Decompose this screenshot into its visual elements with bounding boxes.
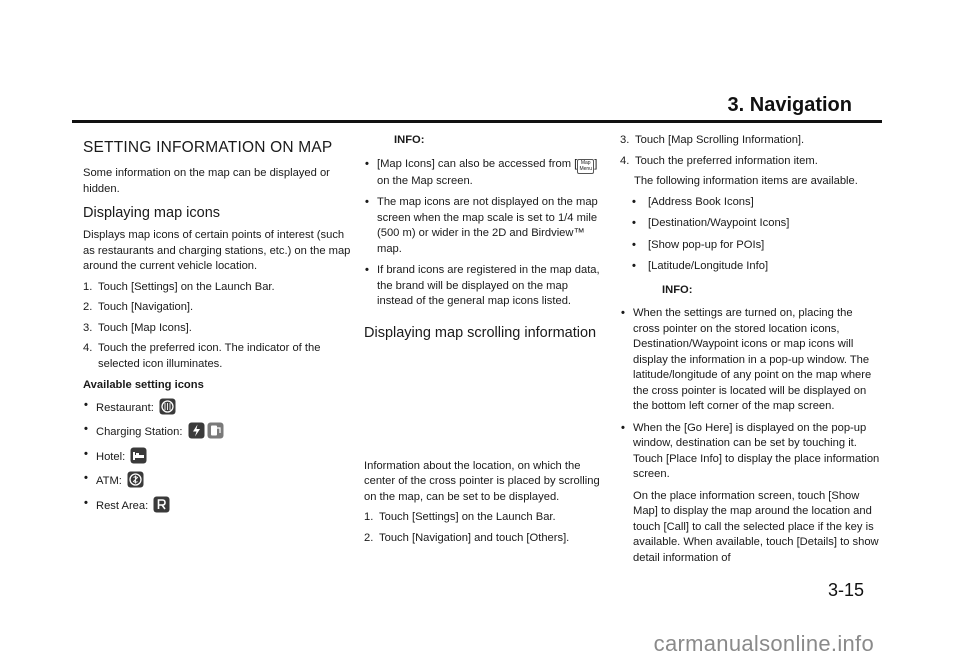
section-title: SETTING INFORMATION ON MAP <box>83 139 333 156</box>
header-rule <box>72 120 882 123</box>
step-item <box>364 531 606 547</box>
scrolling-description: Information about the location, on which the center of the cross pointer is placed by scrolling on the map, can be set to be displayed. <box>364 459 600 503</box>
icon-list-item <box>83 398 351 417</box>
info-item <box>364 195 606 257</box>
step-text: Touch the preferred icon. The indicator of the selected icon illuminates. <box>98 342 321 370</box>
option-text: [Destination/Waypoint Icons] <box>648 217 790 229</box>
option-text: [Latitude/Longitude Info] <box>648 260 769 272</box>
bullet: • <box>84 472 88 484</box>
hotel-icon <box>130 447 147 464</box>
column-left <box>83 133 351 520</box>
atm-icon <box>127 471 144 488</box>
info-text: [Map Icons] can also be accessed from [ <box>377 157 578 170</box>
icon-list-item <box>83 447 351 466</box>
bullet: • <box>365 157 369 170</box>
step-number: 2. <box>83 301 93 313</box>
icon-label: ATM: <box>96 475 122 487</box>
info-option-item <box>620 195 880 211</box>
bullet: • <box>365 196 369 208</box>
info-label: INFO: <box>394 134 425 146</box>
info-option-item <box>620 259 880 275</box>
icon-label: Charging Station: <box>96 426 183 438</box>
step-number: 1. <box>83 280 93 293</box>
charging-station-icon <box>188 422 205 439</box>
bullet: • <box>84 496 88 509</box>
section-intro: Some information on the map can be displayed or hidden. <box>83 167 330 195</box>
charging-station-alt-icon <box>207 422 224 439</box>
page-number: 3-15 <box>827 580 864 600</box>
option-text: [Show pop-up for POIs] <box>648 238 765 251</box>
icon-label: Hotel: <box>96 450 126 463</box>
info-option-item <box>620 238 880 254</box>
chapter-title: 3. Navigation <box>727 94 852 116</box>
bullet: • <box>632 238 636 251</box>
step-text: Touch [Map Scrolling Information]. <box>635 134 805 146</box>
step-item <box>620 133 880 149</box>
info-text: If brand icons are registered in the map data, the brand will be displayed on the map instead of the general map icons listed. <box>377 264 600 307</box>
icon-list-item <box>83 422 351 441</box>
step-text: Touch [Navigation] and touch [Others]. <box>379 531 570 544</box>
bullet: • <box>84 423 88 435</box>
info-item <box>620 421 880 483</box>
step-number: 4. <box>83 342 93 354</box>
info-item <box>364 263 606 310</box>
info-text: The map icons are not displayed on the map screen when the map scale is set to 1/4 mile (500 m) or wider in the 2D and Birdview™ map. <box>377 196 598 255</box>
info-item <box>620 306 880 415</box>
step-text: Touch the preferred information item. <box>635 154 818 167</box>
step-item <box>364 510 606 526</box>
step-number: 3. <box>83 321 93 334</box>
map-key-bottom: Menu <box>579 165 592 172</box>
icon-list-item <box>83 471 351 490</box>
option-text: [Address Book Icons] <box>648 195 754 208</box>
step-text: Touch [Settings] on the Launch Bar. <box>379 511 556 523</box>
step-item <box>620 154 880 170</box>
step-number: 4. <box>620 154 630 167</box>
step-item <box>83 300 351 316</box>
rest-area-icon <box>153 496 170 513</box>
watermark-text: carmanualsonline.info <box>653 631 874 656</box>
bullet: • <box>632 217 636 229</box>
map-key-top: Map <box>580 159 591 166</box>
step-number: 3. <box>620 134 630 146</box>
info-option-item <box>620 216 880 232</box>
info-text: When the settings are turned on, placing the cross pointer on the stored location icons, Destination/Waypoint icons or map icons will display the information in a pop-up window. The latitude/longitude of any point on the map where the cross pointer is located will be displayed on the bottom left corner of the map screen. <box>633 307 872 412</box>
subsection-title-scrolling: Displaying map scrolling information <box>364 324 597 341</box>
bullet: • <box>365 264 369 276</box>
items-intro: The following information items are available. <box>634 175 858 187</box>
step-text: Touch [Navigation]. <box>98 301 194 313</box>
bullet: • <box>84 447 88 460</box>
bullet: • <box>621 421 625 434</box>
bullet: • <box>84 398 88 411</box>
info-continuation: On the place information screen, touch [Show Map] to display the map around the location and touch [Call] to call the selected place if the key is available. When available, touch [Details] to show detail information of <box>633 489 879 564</box>
step-item <box>83 321 351 337</box>
spacer <box>364 348 606 438</box>
step-text: Touch [Settings] on the Launch Bar. <box>98 280 275 293</box>
map-icons-description: Displays map icons of certain points of interest (such as restaurants and charging stations, etc.) on the map around the current vehicle location. <box>83 229 351 272</box>
step-item <box>83 341 351 372</box>
info-text-end: ] on the Map screen. <box>377 157 598 187</box>
step-number: 2. <box>364 531 374 544</box>
column-middle <box>364 133 606 551</box>
icon-label: Rest Area: <box>96 499 149 512</box>
icon-list-item <box>83 496 351 515</box>
info-label: INFO: <box>662 283 693 296</box>
info-text: When the [Go Here] is displayed on the pop-up window, destination can be set by touching it. Touch [Place Info] to display the place information screen. <box>633 421 880 480</box>
subsection-title-map-icons: Displaying map icons <box>83 205 221 221</box>
map-menu-key-icon <box>577 159 594 174</box>
step-number: 1. <box>364 511 374 523</box>
restaurant-icon <box>159 398 176 415</box>
bullet: • <box>632 195 636 208</box>
step-item <box>83 280 351 296</box>
step-text: Touch [Map Icons]. <box>98 321 192 334</box>
icon-label: Restaurant: <box>96 401 154 414</box>
bullet: • <box>621 307 625 319</box>
bullet: • <box>632 260 636 272</box>
info-item <box>364 157 606 190</box>
icons-heading: Available setting icons <box>83 379 204 391</box>
column-right <box>620 133 880 571</box>
